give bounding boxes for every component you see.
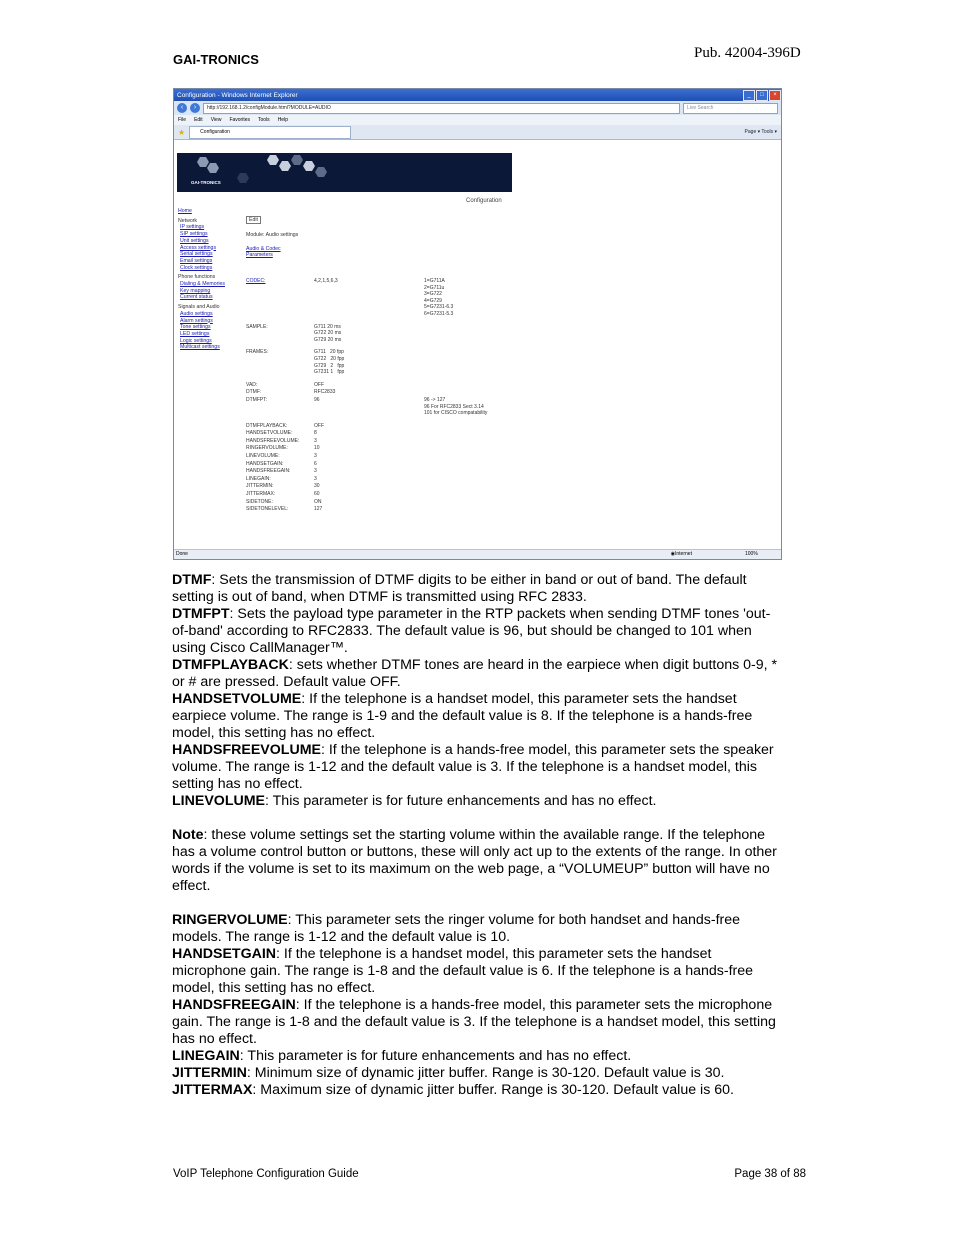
status-text: Done bbox=[176, 551, 188, 557]
definition-text: : If the telephone is a handset model, this parameter sets the handset earpiece volume. The range is 1-9 and the default value is 8. If the telephone is a hands-free model, this setting has no effect. bbox=[172, 691, 753, 741]
url-input[interactable]: http://192.168.1.2/configModule.html?MODULE=AUDIO bbox=[203, 103, 680, 114]
parameter-value: RFC2833 bbox=[314, 389, 336, 396]
parameter-row bbox=[246, 430, 487, 437]
side-navigation bbox=[178, 208, 225, 351]
definition-term: Note bbox=[172, 827, 204, 843]
definition-text: : If the telephone is a hands-free model, this parameter sets the speaker volume. The range is 1-12 and the default value is 3. If the telephone is a handset model, this setting has no effect. bbox=[172, 742, 774, 792]
nav-link[interactable]: Alarm settings bbox=[180, 317, 213, 324]
definition-term: RINGERVOLUME bbox=[172, 912, 288, 928]
document-body bbox=[172, 572, 782, 1099]
nav-section-signals: Signals and Audio bbox=[178, 304, 220, 311]
parameter-value: 8 bbox=[314, 430, 317, 437]
definition-paragraph bbox=[172, 912, 782, 946]
company-name: GAI-TRONICS bbox=[173, 52, 259, 67]
parameter-value: 96 bbox=[314, 396, 320, 403]
parameter-value: ON bbox=[314, 498, 322, 505]
parameter-note: 1=G711A 2=G711u 3=G722 4=G729 5=G7231-6.3 6=G7231-5.3 bbox=[424, 278, 454, 317]
parameter-name: LINEGAIN: bbox=[246, 475, 271, 482]
definition-term: HANDSFREEGAIN bbox=[172, 997, 296, 1013]
parameter-name: HANDSFREEGAIN: bbox=[246, 468, 291, 475]
parameter-row bbox=[246, 389, 487, 396]
browser-screenshot bbox=[173, 88, 782, 560]
parameter-row bbox=[246, 438, 487, 445]
menu-item[interactable]: Edit bbox=[194, 117, 203, 123]
parameter-row bbox=[246, 476, 487, 483]
parameter-value: 10 bbox=[314, 445, 320, 452]
parameter-row bbox=[246, 397, 487, 417]
definition-text: : This parameter sets the ringer volume for both handset and hands-free models. The range is 1-12 and the default value is 10. bbox=[172, 912, 741, 945]
parameter-row bbox=[246, 461, 487, 468]
definition-text: : This parameter is for future enhancements and has no effect. bbox=[265, 793, 657, 809]
parameter-row bbox=[246, 278, 487, 318]
parameter-row bbox=[246, 499, 487, 506]
logo: GAI-TRONICS bbox=[191, 180, 221, 185]
nav-link[interactable]: Email settings bbox=[180, 257, 213, 264]
definition-term: HANDSFREEVOLUME bbox=[172, 742, 321, 758]
parameter-value: 30 bbox=[314, 483, 320, 490]
nav-section-phone: Phone functions bbox=[178, 274, 216, 281]
definition-term: JITTERMAX bbox=[172, 1082, 253, 1098]
parameter-row bbox=[246, 382, 487, 389]
nav-link[interactable]: Clock settings bbox=[180, 264, 213, 271]
definition-paragraph bbox=[172, 827, 782, 895]
nav-link[interactable]: Multicast settings bbox=[180, 344, 220, 351]
parameter-name: LINEVOLUME: bbox=[246, 453, 280, 460]
parameter-name: RINGERVOLUME: bbox=[246, 445, 288, 452]
nav-link[interactable]: Key mapping bbox=[180, 287, 211, 294]
nav-link[interactable]: Dialing & Memories bbox=[180, 281, 225, 288]
definition-term: DTMFPLAYBACK bbox=[172, 657, 289, 673]
parameter-value: 60 bbox=[314, 491, 320, 498]
parameter-name: DTMFPT: bbox=[246, 396, 268, 403]
parameter-name: HANDSFREEVOLUME: bbox=[246, 437, 300, 444]
definition-term: HANDSETGAIN bbox=[172, 946, 277, 962]
parameter-row bbox=[246, 483, 487, 490]
definition-term: JITTERMIN bbox=[172, 1065, 247, 1081]
nav-link[interactable]: Logic settings bbox=[180, 337, 212, 344]
nav-link[interactable]: Tone settings bbox=[180, 324, 211, 331]
definition-paragraph bbox=[172, 946, 782, 997]
page-heading: Configuration bbox=[466, 198, 502, 204]
menu-bar bbox=[174, 115, 781, 125]
parameter-row bbox=[246, 423, 487, 430]
definition-text: : This parameter is for future enhancements and has no effect. bbox=[239, 1048, 632, 1064]
menu-item[interactable]: Help bbox=[277, 117, 288, 123]
definition-paragraph bbox=[172, 997, 782, 1048]
footer-title: VoIP Telephone Configuration Guide bbox=[173, 1168, 359, 1180]
search-input[interactable]: Live Search bbox=[683, 103, 778, 114]
menu-item[interactable]: Favorites bbox=[229, 117, 250, 123]
definition-paragraph bbox=[172, 1082, 782, 1099]
parameter-name: HANDSETGAIN: bbox=[246, 460, 284, 467]
close-icon[interactable]: × bbox=[769, 90, 781, 101]
tab-configuration[interactable]: Configuration bbox=[189, 126, 351, 139]
definition-text: : If the telephone is a handset model, this parameter sets the handset microphone gain. The range is 1-8 and the default value is 6. If the telephone is a hands-free model, this setting has no effect. bbox=[172, 946, 754, 996]
definition-term: HANDSETVOLUME bbox=[172, 691, 302, 707]
module-line: Module: Audio settings bbox=[246, 232, 299, 238]
definition-text: : Maximum size of dynamic jitter buffer. Range is 30-120. Default value is 60. bbox=[252, 1082, 734, 1098]
address-bar bbox=[174, 101, 781, 115]
window-title: Configuration - Windows Internet Explorer bbox=[177, 91, 298, 99]
parameter-name: DTMFPLAYBACK: bbox=[246, 422, 288, 429]
parameter-value: 6 bbox=[314, 460, 317, 467]
menu-item[interactable]: Tools bbox=[258, 117, 270, 123]
parameter-value: G711 20 ms G722 20 ms G729 20 ms bbox=[314, 323, 342, 343]
definition-term: DTMF bbox=[172, 572, 212, 588]
parameter-row bbox=[246, 491, 487, 498]
nav-link[interactable]: Access settings bbox=[180, 244, 217, 251]
parameter-name: SAMPLE: bbox=[246, 323, 268, 330]
parameter-row bbox=[246, 445, 487, 452]
parameter-name: DTMF: bbox=[246, 389, 262, 396]
parameter-name: HANDSETVOLUME: bbox=[246, 430, 293, 437]
parameter-value: OFF bbox=[314, 381, 324, 388]
definition-text: : Minimum size of dynamic jitter buffer. Range is 30-120. Default value is 30. bbox=[246, 1065, 725, 1081]
definition-paragraph bbox=[172, 606, 782, 657]
parameter-value: OFF bbox=[314, 422, 324, 429]
status-bar bbox=[174, 549, 781, 559]
definition-paragraph bbox=[172, 657, 782, 691]
status-zone: Internet bbox=[675, 551, 692, 557]
nav-home[interactable]: Home bbox=[178, 208, 192, 214]
publication-number: Pub. 42004-396D bbox=[694, 45, 801, 61]
nav-link[interactable]: LED settings bbox=[180, 330, 210, 337]
parameter-row bbox=[246, 453, 487, 460]
nav-link[interactable]: Audio settings bbox=[180, 310, 213, 317]
definition-text: : Sets the payload type parameter in the RTP packets when sending DTMF tones 'out-of-band' according to RFC2833. The default value is 96, but should be changed to 101 when using Cisco CallManager™. bbox=[172, 606, 771, 656]
banner bbox=[177, 153, 512, 192]
edit-button[interactable]: Edit bbox=[246, 216, 261, 224]
parameter-value: 4,2,1,5,6,3 bbox=[314, 278, 338, 284]
parameter-row bbox=[246, 506, 487, 513]
favorites-star-icon[interactable]: ★ bbox=[178, 127, 186, 137]
nav-link[interactable]: Serial settings bbox=[180, 251, 213, 258]
minimize-icon[interactable]: _ bbox=[743, 90, 755, 101]
definition-term: LINEGAIN bbox=[172, 1048, 240, 1064]
definition-paragraph bbox=[172, 691, 782, 742]
parameter-name: FRAMES: bbox=[246, 349, 269, 356]
definition-text: : sets whether DTMF tones are heard in the earpiece when digit buttons 0-9, * or # are pressed. Default value OFF. bbox=[172, 657, 778, 690]
parameter-name: JITTERMIN: bbox=[246, 483, 274, 490]
page-tools-menu[interactable]: Page ▾ Tools ▾ bbox=[744, 129, 777, 135]
parameter-value: 3 bbox=[314, 468, 317, 475]
definition-paragraph bbox=[172, 742, 782, 793]
parameters-link[interactable]: Parameters bbox=[246, 252, 273, 258]
page-content bbox=[174, 140, 781, 550]
definition-paragraph bbox=[172, 1048, 782, 1065]
definition-text: : Sets the transmission of DTMF digits to be either in band or out of band. The default setting is out of band, when DTMF is transmitted using RFC 2833. bbox=[172, 572, 747, 605]
nav-link[interactable]: SIP settings bbox=[180, 231, 208, 238]
nav-section-network: Network bbox=[178, 217, 198, 224]
definition-text: : If the telephone is a hands-free model, this parameter sets the microphone gain. The range is 1-8 and the default value is 3. If the telephone is a handset model, this setting has no effect. bbox=[172, 997, 776, 1047]
parameter-row bbox=[246, 324, 487, 344]
nav-link[interactable]: Unit settings bbox=[180, 237, 209, 244]
parameter-name: SIDETONE: bbox=[246, 498, 273, 505]
spacer bbox=[172, 895, 782, 912]
nav-link[interactable]: IP settings bbox=[180, 224, 205, 231]
definition-paragraph bbox=[172, 793, 782, 810]
parameter-table bbox=[246, 278, 487, 514]
audio-codec-link[interactable]: Audio & Codec bbox=[246, 246, 281, 252]
parameter-value: 3 bbox=[314, 453, 317, 460]
definition-term: DTMFPT bbox=[172, 606, 230, 622]
menu-item[interactable]: View bbox=[210, 117, 222, 123]
parameter-row bbox=[246, 349, 487, 375]
parameter-value: G711 20 fpp G722 20 fpp G729 2 fpp G7231 1 fpp bbox=[314, 349, 345, 376]
window-titlebar bbox=[174, 89, 781, 101]
parameter-row bbox=[246, 468, 487, 475]
tab-bar bbox=[174, 125, 781, 140]
menu-item[interactable]: File bbox=[178, 117, 187, 123]
parameter-note: 96 -> 127 96 For RFC2833 Sect 3.14 101 for CISCO compatability bbox=[424, 396, 488, 417]
nav-link[interactable]: Current status bbox=[180, 294, 213, 301]
parameter-name: VAD: bbox=[246, 381, 258, 388]
zoom-level[interactable]: 100% bbox=[745, 551, 758, 557]
parameter-value: 3 bbox=[314, 437, 317, 444]
back-icon[interactable]: ‹ bbox=[177, 103, 187, 113]
parameter-name: JITTERMAX: bbox=[246, 491, 276, 498]
maximize-icon[interactable]: □ bbox=[756, 90, 768, 101]
definition-text: : these volume settings set the starting volume within the available range. If the telephone has a volume control button or buttons, these will only act up to the extents of the range. In other words if the volume is set to its maximum on the web page, a “VOLUMEUP” button will have no effect. bbox=[172, 827, 777, 894]
forward-icon[interactable]: › bbox=[190, 103, 200, 113]
parameter-value: 127 bbox=[314, 506, 323, 513]
definition-paragraph bbox=[172, 1065, 782, 1082]
parameter-value: 3 bbox=[314, 475, 317, 482]
spacer bbox=[172, 810, 782, 827]
page-number: Page 38 of 88 bbox=[734, 1168, 806, 1180]
parameter-name: SIDETONELEVEL: bbox=[246, 506, 289, 513]
parameter-name[interactable]: CODEC: bbox=[246, 278, 266, 284]
definition-paragraph bbox=[172, 572, 782, 606]
definition-term: LINEVOLUME bbox=[172, 793, 266, 809]
globe-icon: ◉ bbox=[670, 551, 675, 557]
